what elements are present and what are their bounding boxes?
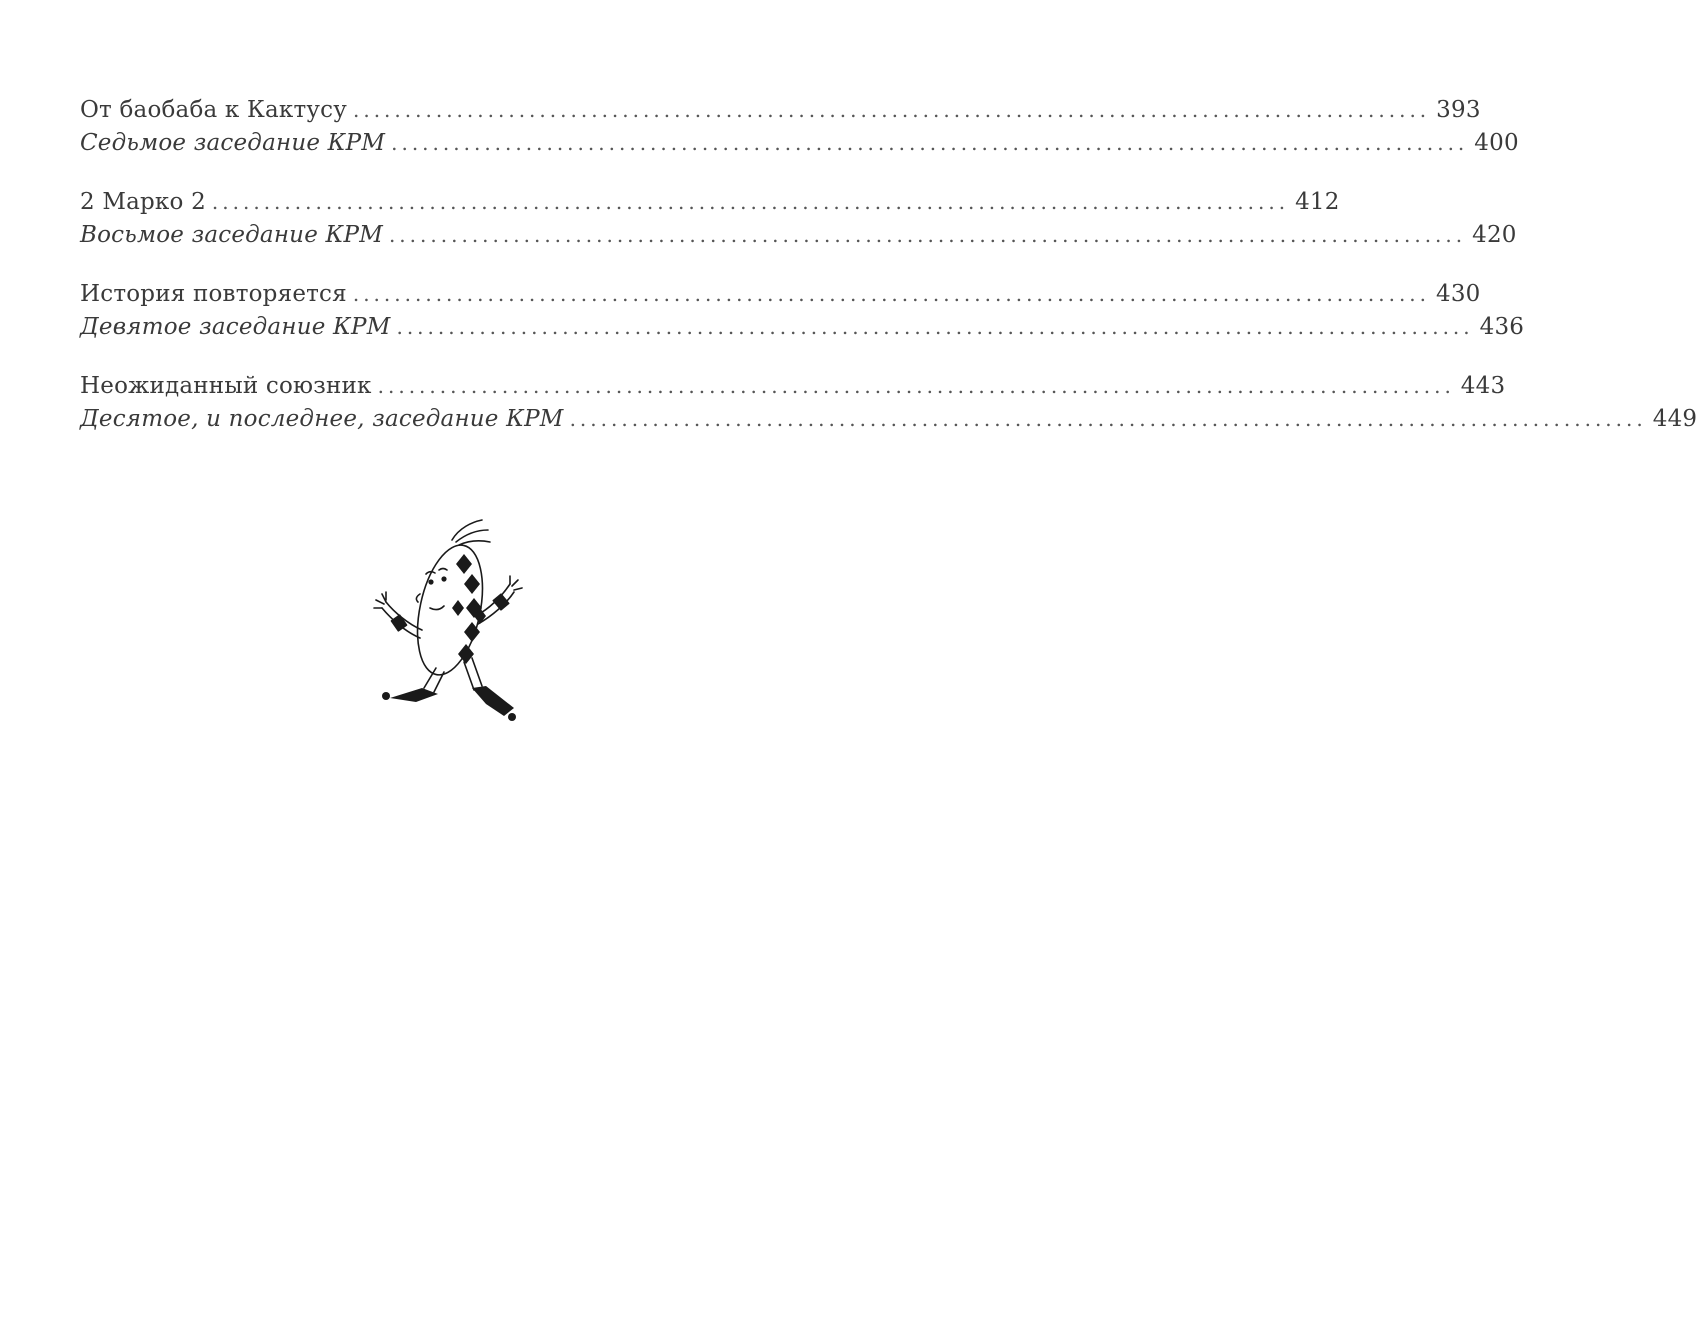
table-of-contents [80, 94, 1697, 462]
toc-entry[interactable] [80, 311, 1525, 344]
toc-entry-page: 420 [1472, 222, 1517, 248]
toc-leader-dots: ........................................................................................................ [352, 98, 1431, 122]
toc-entry-title: Восьмое заседание КРМ [80, 222, 383, 248]
jester-character-icon [364, 512, 534, 727]
toc-leader-dots: ........................................................................................................ [391, 131, 1469, 155]
toc-leader-dots: ........................................................................................................ [388, 223, 1467, 247]
toc-entry[interactable] [80, 403, 1697, 436]
toc-entry-title: Седьмое заседание КРМ [80, 130, 386, 156]
toc-entry-title: Десятое, и последнее, заседание КРМ [80, 406, 564, 432]
toc-entry-page: 436 [1479, 314, 1525, 340]
toc-group [80, 370, 1697, 436]
toc-entry-page: 400 [1474, 130, 1519, 156]
toc-entry[interactable] [80, 94, 1481, 127]
toc-entry-title: История повторяется [80, 281, 347, 307]
toc-entry-page: 449 [1652, 406, 1697, 432]
toc-entry-page: 412 [1295, 189, 1340, 215]
toc-leader-dots: ........................................................................................................ [396, 315, 1474, 339]
toc-entry[interactable] [80, 186, 1340, 219]
toc-leader-dots: ........................................................................................................ [569, 407, 1647, 431]
toc-entry-title: От баобаба к Кактусу [80, 97, 347, 123]
toc-entry-page: 393 [1436, 97, 1481, 123]
toc-leader-dots: ........................................................................................................ [377, 374, 1455, 398]
toc-entry[interactable] [80, 219, 1517, 252]
toc-entry-title: 2 Марко 2 [80, 189, 206, 215]
toc-entry-title: Девятое заседание КРМ [80, 314, 391, 340]
toc-entry-title: Неожиданный союзник [80, 373, 372, 399]
toc-leader-dots: ........................................................................................................ [352, 282, 1431, 306]
toc-entry[interactable] [80, 370, 1506, 403]
toc-group [80, 94, 1519, 160]
toc-group [80, 186, 1517, 252]
toc-leader-dots: ........................................................................................................ [211, 190, 1290, 214]
toc-entry-page: 443 [1460, 373, 1506, 399]
toc-entry[interactable] [80, 278, 1481, 311]
toc-entry-page: 430 [1436, 281, 1481, 307]
toc-group [80, 278, 1525, 344]
toc-entry[interactable] [80, 127, 1519, 160]
